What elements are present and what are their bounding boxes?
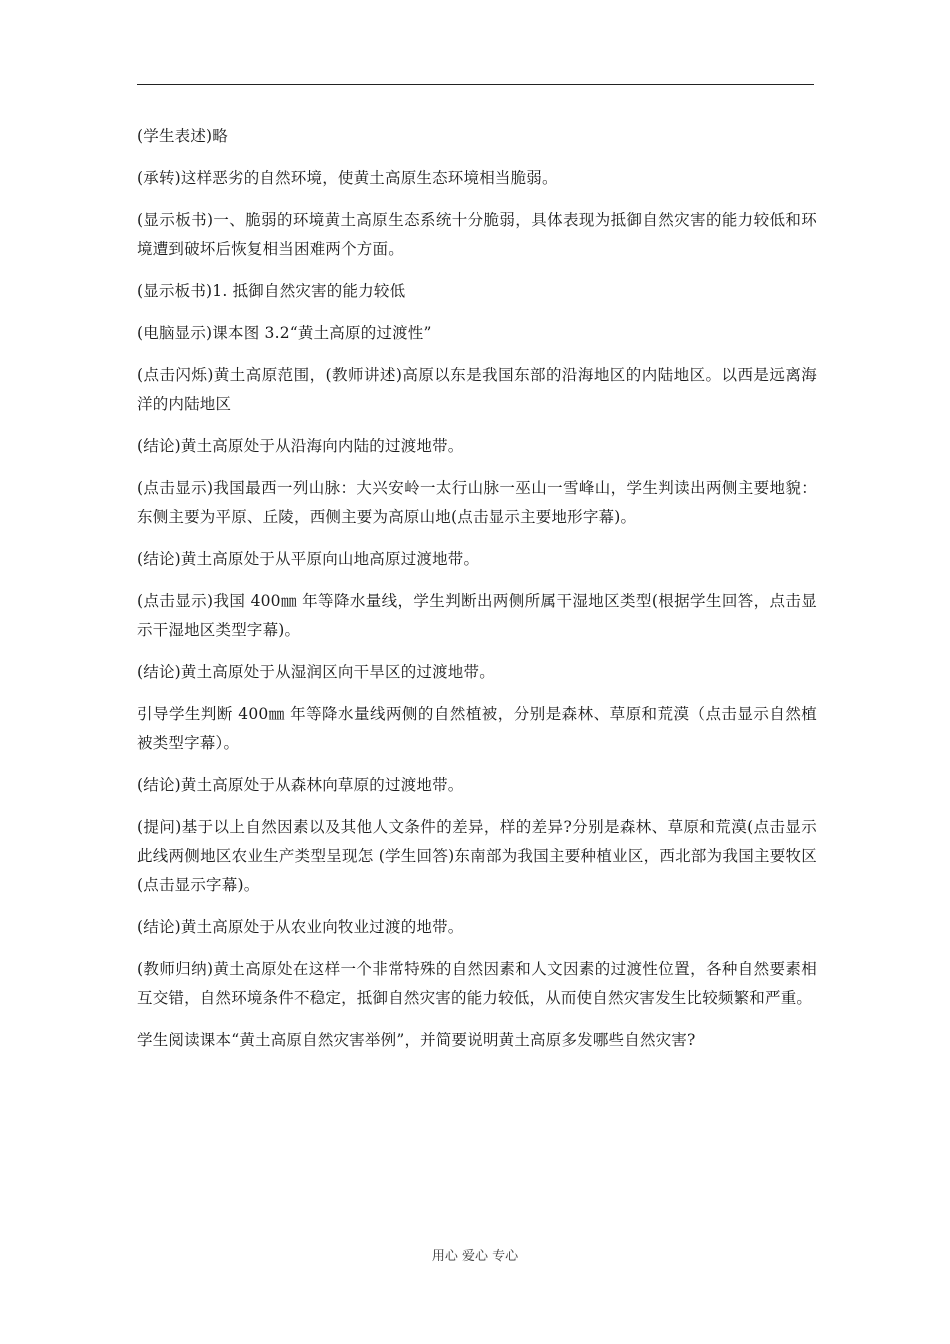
paragraph: (点击闪烁)黄土高原范围，(教师讲述)高原以东是我国东部的沿海地区的内陆地区。以西是远离海洋的内陆地区 [137,366,817,413]
paragraph: 学生阅读课本“黄土高原自然灾害举例”，并简要说明黄土高原多发哪些自然灾害? [137,1031,696,1049]
paragraph: (结论)黄土高原处于从湿润区向干旱区的过渡地带。 [137,663,495,681]
document-body [137,122,817,1068]
paragraph: (结论)黄土高原处于从沿海向内陆的过渡地带。 [137,437,464,455]
paragraph: (点击显示)我国最西一列山脉：大兴安岭一太行山脉一巫山一雪峰山，学生判读出两侧主要地貌：东侧主要为平原、丘陵，西侧主要为高原山地(点击显示主要地形字幕)。 [137,479,817,526]
paragraph: (承转)这样恶劣的自然环境，使黄土高原生态环境相当脆弱。 [137,169,558,187]
paragraph: (显示板书)1. 抵御自然灾害的能力较低 [137,282,406,300]
paragraph: (结论)黄土高原处于从农业向牧业过渡的地带。 [137,918,464,936]
paragraph: (提问)基于以上自然因素以及其他人文条件的差异，样的差异?分别是森林、草原和荒漠(点击显示此线两侧地区农业生产类型呈现怎 (学生回答)东南部为我国主要种植业区，西北部为我国主要牧区(点击显示字幕)。 [137,818,817,894]
paragraph: (电脑显示)课本图 3.2“黄土高原的过渡性” [137,324,432,342]
paragraph: (结论)黄土高原处于从森林向草原的过渡地带。 [137,776,464,794]
paragraph: (结论)黄土高原处于从平原向山地高原过渡地带。 [137,550,480,568]
page-footer: 用心 爱心 专心 [431,1249,519,1264]
paragraph: (教师归纳)黄土高原处在这样一个非常特殊的自然因素和人文因素的过渡性位置，各种自然要素相互交错，自然环境条件不稳定，抵御自然灾害的能力较低，从而使自然灾害发生比较频繁和严重。 [137,960,817,1007]
paragraph: (点击显示)我国 400㎜ 年等降水量线，学生判断出两侧所属干湿地区类型(根据学生回答，点击显示干湿地区类型字幕)。 [137,592,817,639]
paragraph: 引导学生判断 400㎜ 年等降水量线两侧的自然植被，分别是森林、草原和荒漠（点击显示自然植被类型字幕）。 [137,705,817,752]
header-rule [137,84,814,85]
paragraph: (学生表述)略 [137,127,228,145]
paragraph: (显示板书)一、脆弱的环境黄土高原生态系统十分脆弱，具体表现为抵御自然灾害的能力较低和环境遭到破坏后恢复相当困难两个方面。 [137,211,817,258]
